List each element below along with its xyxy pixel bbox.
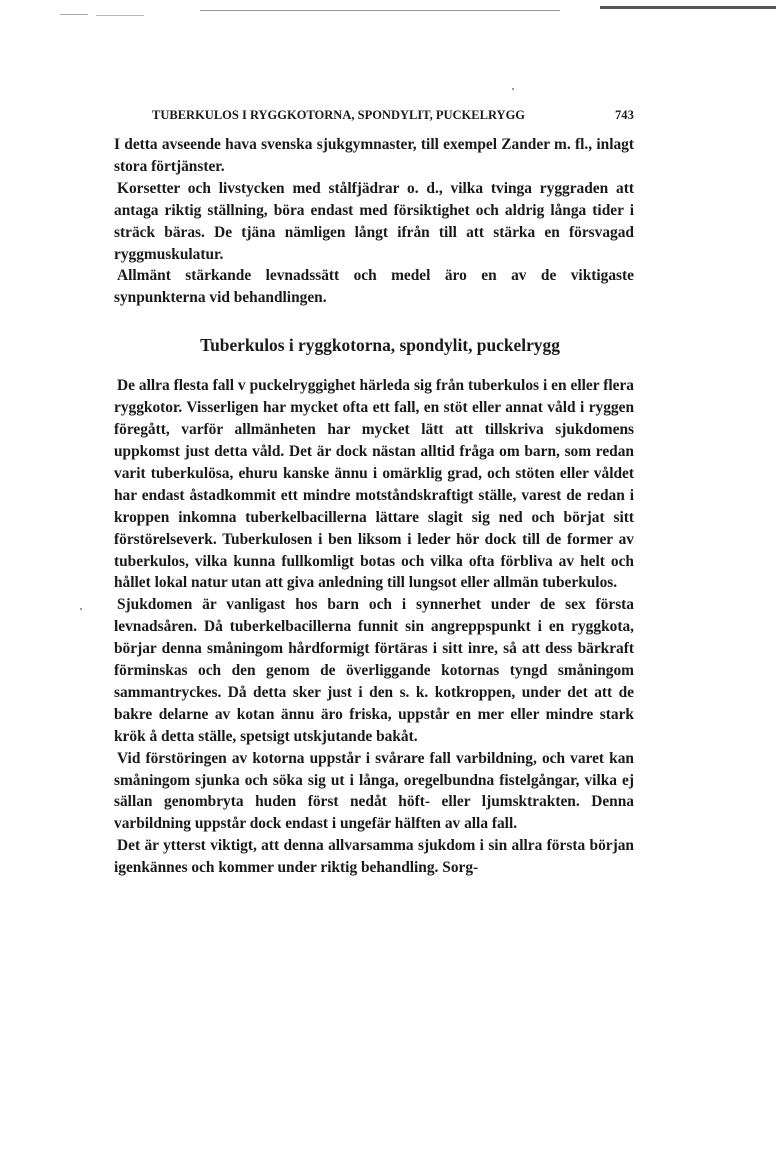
section-body xyxy=(114,375,634,879)
paragraph: De allra flesta fall v puckelryggighet härleda sig från tuberkulos i en eller flera ryggkotor. Visserligen har mycket ofta ett fall, en stöt eller annat våld i ryggen föregått, varför allmänheten har mycket lätt att tillskriva sjukdomens uppkomst just detta våld. Det är dock nästan alltid fråga om barn, som redan varit tuberkulösa, ehuru kanske ännu i omärklig grad, och stöten eller våldet har endast åstadkommit ett mindre motståndskraftigt ställe, varest de redan i kroppen inkomna tuberkelbacillerna lättare slagit sig ned och börjat sitt förstörelseverk. Tuberkulosen i ben liksom i leder hör dock till de former av tuberkulos, vilka kunna fullkomligt botas och vilka ofta förbliva av helt och hållet lokal natur utan att giva anledning till lungsot eller allmän tuberkulos. xyxy=(114,377,634,592)
paragraph: Vid förstöringen av kotorna uppstår i svårare fall varbildning, och varet kan småningom sjunka och söka sig ut i långa, oregelbundna fistelgångar, vilka ej sällan genombryta huden först nedåt höft- eller ljumsktrakten. Denna varbildning uppstår dock endast i ungefär hälften av alla fall. xyxy=(114,749,634,833)
paragraph: I detta avseende hava svenska sjukgymnaster, till exempel Zander m. fl., inlagt stora förtjänster. xyxy=(114,136,634,175)
intro-text xyxy=(114,134,634,309)
section-heading: Tuberkulos i ryggkotorna, spondylit, puckelrygg xyxy=(200,335,560,356)
paragraph: Korsetter och livstycken med stålfjädrar o. d., vilka tvinga ryggraden att antaga riktig ställning, böra endast med försiktighet och aldrig långa tider i sträck bäras. De tjäna nämligen långt ifrån till att stärka en försvagad ryggmuskulatur. xyxy=(114,179,634,263)
paragraph: Det är ytterst viktigt, att denna allvarsamma sjukdom i sin allra första början igenkännes och kommer under riktig behandling. Sorg- xyxy=(114,837,634,877)
scan-speck xyxy=(80,608,82,610)
scan-mark xyxy=(96,15,144,16)
book-page xyxy=(114,108,634,879)
running-head xyxy=(152,108,634,128)
scan-mark xyxy=(600,6,776,9)
page-number: 743 xyxy=(614,108,634,122)
paragraph: Sjukdomen är vanligast hos barn och i synnerhet under de sex första levnadsåren. Då tuberkelbacillerna funnit sin angreppspunkt i en ryggkota, börjar denna småningom hårdformigt förtäras i sitt inre, så att dess bärkraft förminskas och den genom de överliggande kotornas tyngd småningom sammantryckes. Då detta sker just i den s. k. kotkroppen, under det att de bakre delarne av kotan ännu äro friska, uppstår en mer eller mindre stark krök å detta ställe, spetsigt utskjutande bakåt. xyxy=(114,596,634,745)
scan-mark xyxy=(200,10,560,11)
scan-mark xyxy=(60,14,88,15)
running-head-title: TUBERKULOS I RYGGKOTORNA, SPONDYLIT, PUCKELRYGG xyxy=(152,108,526,122)
paragraph: Allmänt stärkande levnadssätt och medel äro en av de viktigaste synpunkterna vid behandlingen. xyxy=(114,267,634,307)
scan-speck xyxy=(512,88,514,90)
